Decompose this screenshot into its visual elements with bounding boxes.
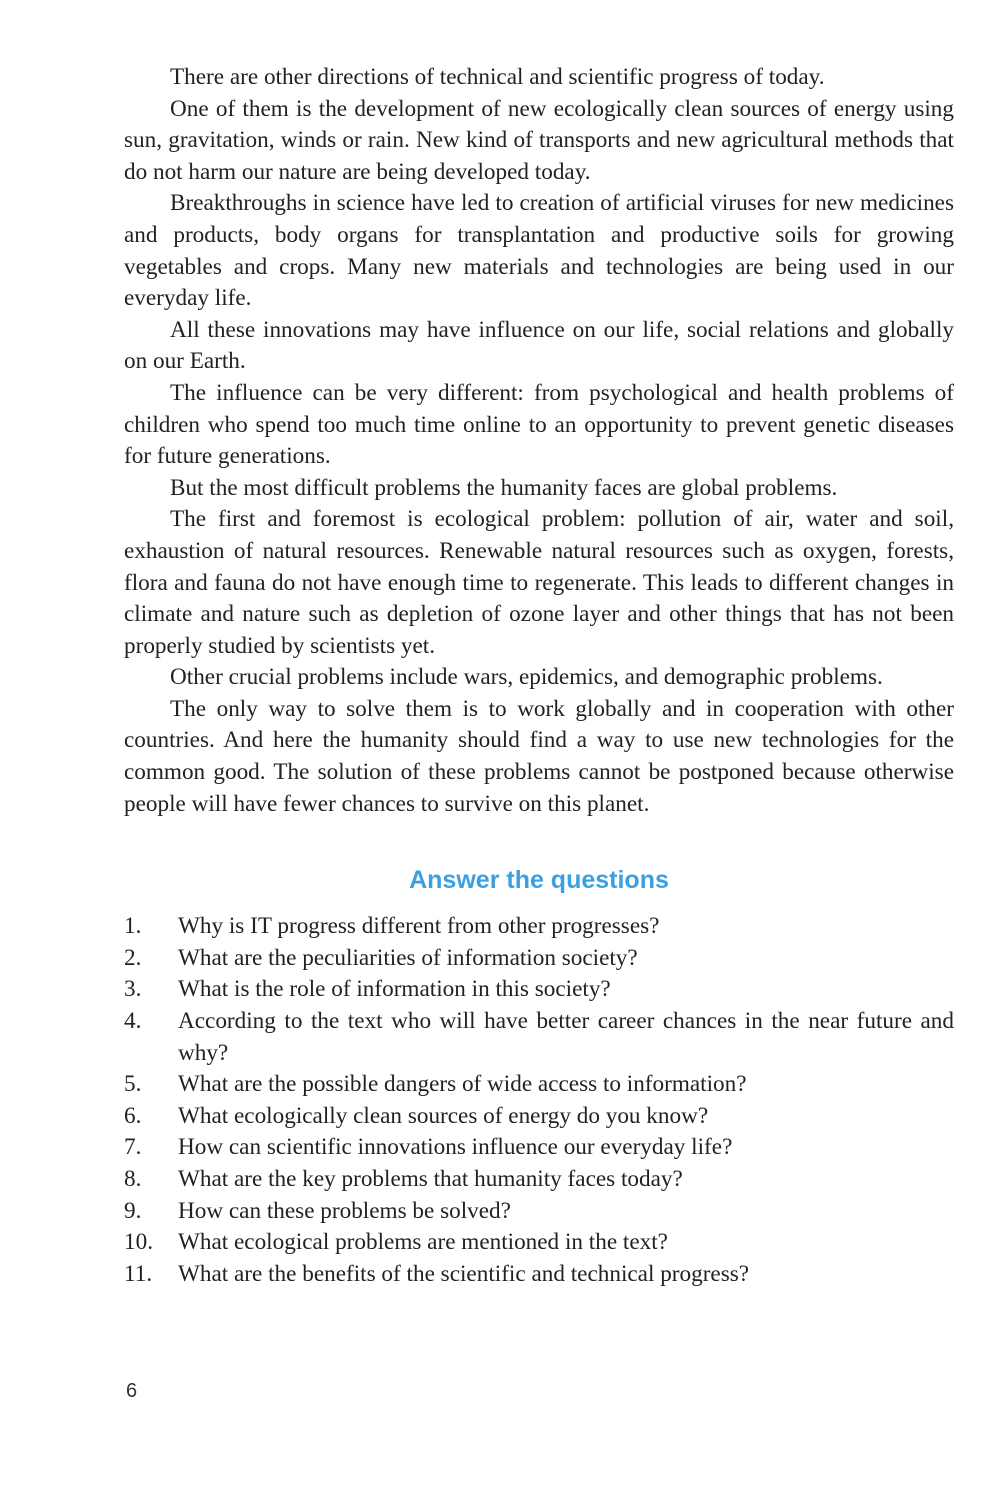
question-number: 5.: [124, 1071, 142, 1098]
question-item: [124, 1069, 954, 1101]
question-item: [124, 943, 954, 975]
question-number: 4.: [124, 1008, 142, 1035]
paragraph: The first and foremost is ecological problem: pollution of air, water and soil, exhaustion of natural resources. Renewable natural resources such as oxygen, forests, flora and fauna do not have enough time to regenerate. This leads to different changes in climate and nature such as depletion of ozone layer and other things that has not been properly studied by scientists yet.: [124, 506, 954, 659]
question-item: [124, 1006, 954, 1069]
question-text: What are the possible dangers of wide access to information?: [178, 1071, 747, 1098]
paragraph: There are other directions of technical and scientific progress of today.: [170, 64, 825, 90]
body-text: [124, 62, 954, 820]
paragraph: All these innovations may have influence on our life, social relations and globally on our Earth.: [124, 316, 954, 375]
question-list: [124, 911, 954, 1290]
section-heading: Answer the questions: [409, 866, 669, 895]
question-number: 1.: [124, 913, 142, 940]
question-number: 7.: [124, 1134, 142, 1161]
paragraph: The only way to solve them is to work globally and in cooperation with other countries. And here the humanity should find a way to use new technologies for the common good. The solution of these problems cannot be postponed because otherwise people will have fewer chances to survive on this planet.: [124, 695, 954, 817]
question-text: What are the key problems that humanity faces today?: [178, 1166, 683, 1192]
question-text: Why is IT progress different from other progresses?: [178, 913, 660, 940]
paragraph: The influence can be very different: from psychological and health problems of children who spend too much time online to an opportunity to prevent genetic diseases for future generations.: [124, 379, 954, 470]
question-number: 10.: [124, 1229, 153, 1256]
question-text: How can scientific innovations influence our everyday life?: [178, 1134, 733, 1161]
question-number: 3.: [124, 976, 142, 1003]
question-text: What ecologically clean sources of energy do you know?: [178, 1102, 709, 1129]
paragraph: One of them is the development of new ecologically clean sources of energy using sun, gravitation, winds or rain. New kind of transports and new agricultural methods that do not harm our nature are being developed today.: [124, 95, 954, 185]
question-item: [124, 911, 954, 943]
question-text: What are the benefits of the scientific and technical progress?: [178, 1260, 750, 1287]
question-number: 6.: [124, 1102, 142, 1129]
page-content: [124, 62, 954, 1290]
question-number: 2.: [124, 944, 142, 971]
question-number: 9.: [124, 1197, 142, 1224]
question-number: 8.: [124, 1166, 142, 1192]
paragraph: Breakthroughs in science have led to creation of artificial viruses for new medicines and products, body organs for transplantation and productive soils for growing vegetables and crops. Many new materials and technologies are being used in our everyday life.: [124, 190, 954, 312]
page-number: 6: [126, 1380, 138, 1402]
question-text: According to the text who will have better career chances in the near future and why?: [178, 1008, 954, 1066]
paragraph: Other crucial problems include wars, epidemics, and demographic problems.: [170, 664, 883, 691]
question-item: [124, 1196, 954, 1228]
question-number: 11.: [124, 1260, 153, 1287]
question-item: [124, 1132, 954, 1164]
question-item: [124, 1227, 954, 1259]
question-item: [124, 974, 954, 1006]
question-text: What ecological problems are mentioned in the text?: [178, 1229, 668, 1256]
question-item: [124, 1101, 954, 1133]
question-item: [124, 1259, 954, 1291]
question-text: How can these problems be solved?: [178, 1197, 511, 1224]
question-item: [124, 1164, 954, 1196]
question-text: What are the peculiarities of information society?: [178, 944, 638, 971]
paragraph: But the most difficult problems the humanity faces are global problems.: [170, 474, 838, 501]
question-text: What is the role of information in this society?: [178, 976, 611, 1003]
